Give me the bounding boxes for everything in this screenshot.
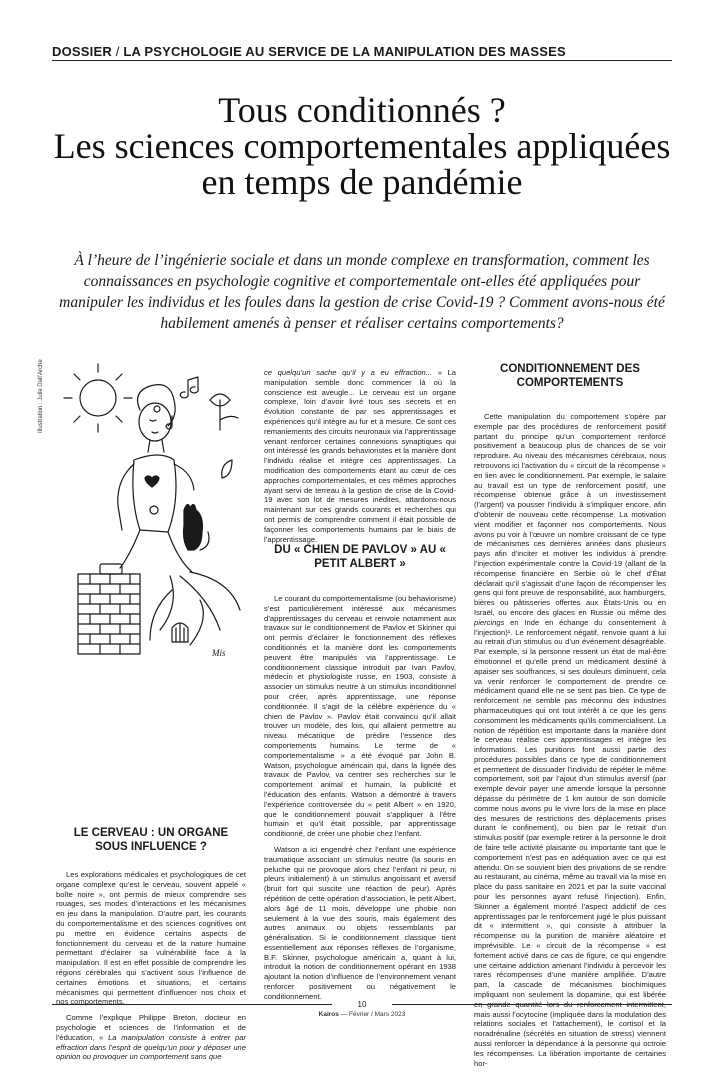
illustration-credit: Illustration : Julie Dall’Arche <box>38 359 44 433</box>
title-line-3: en temps de pandémie <box>201 162 523 202</box>
col3-body <box>474 412 666 1074</box>
col2-paragraph-3: Watson a ici engendré chez l’enfant une expérience traumatique associant un stimulus neutre (la souris en peluche qui ne provoque alors chez l’enfant ni peur, ni pleurs initialement) à un stimulus angoissant et aversif (bruit fort qui suscite une réaction de peur). Après répétition de cette opération d’association, le petit Albert, alors âgé de 11 mois, développe une phobie non seulement à la vue des souris, mais également des autres animaux ou objets ressemblants par généralisation. Si le conditionnement classique tient essentiellement aux réponses réflexes de l’organisme, B.F. Skinner, psychologue américain a, quant à lui, introduit la notion de conditionnement opérant en 1938 ajoutant la notion d’influence de l’environnement venant renforcer positivement ou négativement le conditionnement. <box>264 844 456 1001</box>
col1-paragraph-1: Les explorations médicales et psychologiques de cet organe complexe qu’est le cerveau, souvent appelé « boîte noire », ont permis de mieux comprendre ses rouages, ses modes d’interactions et les mécanismes en jeu dans la manipulation. D’autre part, les courants du comportementalisme et des sciences cognitives ont pu mettre en évidence certains aspects de fonctionnement du cerveau et de la nature humaine permettant d’éclairer sa vulnérabilité face à la manipulation. Il est en effet possible de comprendre les régions cérébrales qui s’activent sous l’influence de certaines émotions et situations, et certains mécanismes qui permettent d’influencer nos choix et nos comportements. <box>56 870 246 1007</box>
illustration-drawing <box>60 360 250 660</box>
title-line-2: Les sciences comportementales appliquées <box>53 126 671 166</box>
footer-magazine: Kairos — Février / Mars 2023 <box>318 1011 406 1018</box>
section-separator: / <box>115 44 120 59</box>
page-number: 10 <box>357 1000 367 1009</box>
article-lede: À l’heure de l’ingénierie sociale et dans un monde complexe en transformation, comment les connaissances en psychologie cognitive et comportementale ont-elles été appliquées pour manipuler les individus et les foules dans la gestion de crise Covid-19 ? Comment avons-nous été habilement amenés à penser et réaliser certains comportements? <box>59 252 665 332</box>
section-header <box>52 44 672 59</box>
col2-paragraph-2: Le courant du comportementalisme (ou behaviorisme) s’est particulièrement intéressé aux mécanismes d’apprentissages du cerveau et renvoie notamment aux travaux sur le conditionnement de Pavlov et Skinner qui ont permis d’éclairer le fonctionnement des réflexes conditionnés et la manière dont les comportements peuvent être manipulés via l’apprentissage. Le conditionnement classique introduit par Ivan Pavlov, médecin et physiologiste russe, en 1903, consiste à associer un stimulus neutre à un stimulus inconditionnel pour créer, après apprentissage, une réponse conditionnée. Il s’agit de la célèbre expérience du « chien de Pavlov ». Pavlov était convaincu qu’il allait trouver un modèle, des lois, qui allaient permettre au niveau mécanique de prédire l’essence des comportements humains. Le terme de « comportementalisme » a été évoqué par John B. Watson, psychologue américain qui, dans la lignée des travaux de Pavlov, va centrer ses recherches sur le comportement animal et humain, la publicité et l’éducation des enfants. Watson a démontré à travers l’expérience controversée du « petit Albert » en 1920, que le conditionnement pouvait s’appliquer à l’être humain et qu’il était possible, par apprentissage conditionné, de créer une phobie chez l’enfant. <box>264 594 456 839</box>
col3-paragraph-1: Cette manipulation du comportement s’opère par exemple par des procédures de renforcement positif partant du principe qu’un comportement renforcé positivement a beaucoup plus de chances de se voir reproduire. Au niveau des mécanismes cérébraux, nous retrouvons ici l’activation du « circuit de la récompense » en lien avec le conditionnement. Par exemple, le salaire au travail est un type de renforcement positif, une récompense obtenue grâce à un investissement (l’argent) va pousser l’individu à s’impliquer encore, afin d’obtenir de nouveau cette récompense. La motivation vient modifier et façonner nos comportements. Nous avons pu voir à l’œuvre un nombre croissant de ce type de mécanismes ces dernières années dans plusieurs pays afin d’inciter et motiver les individus à prendre l’injection expérimentale contre la Covid-19 (allant de la récompense financière en Serbie où le chef d’État déclarait qu’il s’agissait d’une façon de récompenser les gens qui font preuve de responsabilité, aux hamburgers, bières ou pâtisseries offertes aux États-Unis ou en Israël, ou encore des glaces en Russie ou même des piercings en Inde en échange du consentement à l’injection)¹. Le renforcement négatif, renvoie quant à lui au retrait d’un stimulus ou d’un événement désagréable. Par exemple, si la personne ressent un état de mal-être émotionnel et qu’elle prend un médicament destiné à apaiser ses souffrances, si ses douleurs diminuent, cela va venir renforcer le comportement de prendre ce médicament quand elle ne se sent pas bien. Ce type de renforcement ne semble pas méconnu des industries pharmaceutiques qui ont tout intérêt à ce que les gens consomment les médicaments qu’ils commercialisent. La notion de répétition est importante dans la manière dont le cerveau réalise ces apprentissages et intègre les informations. Les punitions font aussi partie des procédures possibles dans ce type de conditionnement et permettent de dissuader l’individu de répéter le même comportement, soit par l’ajout d’un stimulus aversif (par exemple devoir payer une amende lorsque la personne dépasse du périmètre de 1 km autour de son domicile comme nous avons pu le vivre lors de la mise en place des mesures de restrictions des déplacements prises durant le confinement), ou bien par le retrait d’un stimulus positif (par exemple retirer à la personne le droit de faire telle activité plaisante ou importante tant que le comportement n’est pas en adéquation avec ce qui est attendu. On se souvient bien des privations de se rendre au restaurant, au cinéma, même au travail via la mise en place du pass sanitaire en 2021 et par la suite vaccinal pour les personnes ayant refusé l’injection). Enfin, Skinner a également montré l’aspect addictif de ces apprentissages par le renforcement jugé le plus puissant dit « intermittent », qui consiste à attribuer la récompense ou la punition de manière aléatoire et imprévisible. Le « circuit de la récompense » est fortement activé dans ce cas de figure, ce qui engendre une certaine addiction amenant l’individu à percevoir les rares récompenses d’une manière amplifiée. D’autre part, la cascade de mécanismes biochimiques impliquant non seulement la dopamine, qui est libérée en grande quantité lors du renforcement intermittent, mais aussi l’ocytocine (impliquée dans la modulation des relations sociales et l’attachement), le cortisol et la noradrénaline (sécrétés en situation de stress) viennent aussi renforcer la dépendance à la personne qui octroie les récompenses. La libération importante de certaines hor- <box>474 412 666 1068</box>
col1-paragraph-2: Comme l’explique Philippe Breton, docteur en psychologie et sciences de l’information et de l’éducation, « La manipulation consiste à entrer par effraction dans l’esprit de quelqu’un pour y déposer une opinion ou provoquer un comportement sans que <box>56 1013 246 1062</box>
col2-body <box>264 594 456 1008</box>
col2-heading: DU « CHIEN DE PAVLOV » AU « PETIT ALBERT » <box>274 544 446 570</box>
col1-heading: LE CERVEAU : UN ORGANE SOUS INFLUENCE ? <box>73 827 229 853</box>
title-line-1: Tous conditionnés ? <box>218 90 506 130</box>
illustration-signature: Mis <box>212 648 226 658</box>
section-topic: LA PSYCHOLOGIE AU SERVICE DE LA MANIPULATION DES MASSES <box>123 44 566 59</box>
col1-body <box>56 870 246 1068</box>
section-label: DOSSIER <box>52 44 112 59</box>
illustration <box>60 360 250 660</box>
article-title <box>40 92 684 200</box>
col3-heading: CONDITIONNEMENT DES COMPORTEMENTS <box>500 363 640 389</box>
header-rule <box>52 60 672 61</box>
col2-paragraph-1: ce quelqu’un sache qu’il y a eu effraction... » La manipulation semble donc commencer là où la conscience est aveugle... Le cerveau est un organe complexe, loin d’avoir livré tous ses secrets et en évolution constante de par ses apprentissages et expériences qu’il intègre au fur et à mesure. Ce sont ces remaniements des circuits neuronaux via l’apprentissage venant renforcer certaines connexions synaptiques qui ont intéressé les grands behavioristes et la manière dont l’individu réalise et intègre ces apprentissages. La modification des comportements étant au cœur de ces approches comportementales, et ces mêmes approches ayant servi de terreau à la gestion de crise de la Covid-19 avec son lot de mesures inédites, attardons-nous maintenant sur ces grands courants et recherches qui ont permis de comprendre comment il était possible de façonner les comportements humains par le biais de l’apprentissage. <box>264 368 457 544</box>
col2-top-body <box>264 368 456 550</box>
